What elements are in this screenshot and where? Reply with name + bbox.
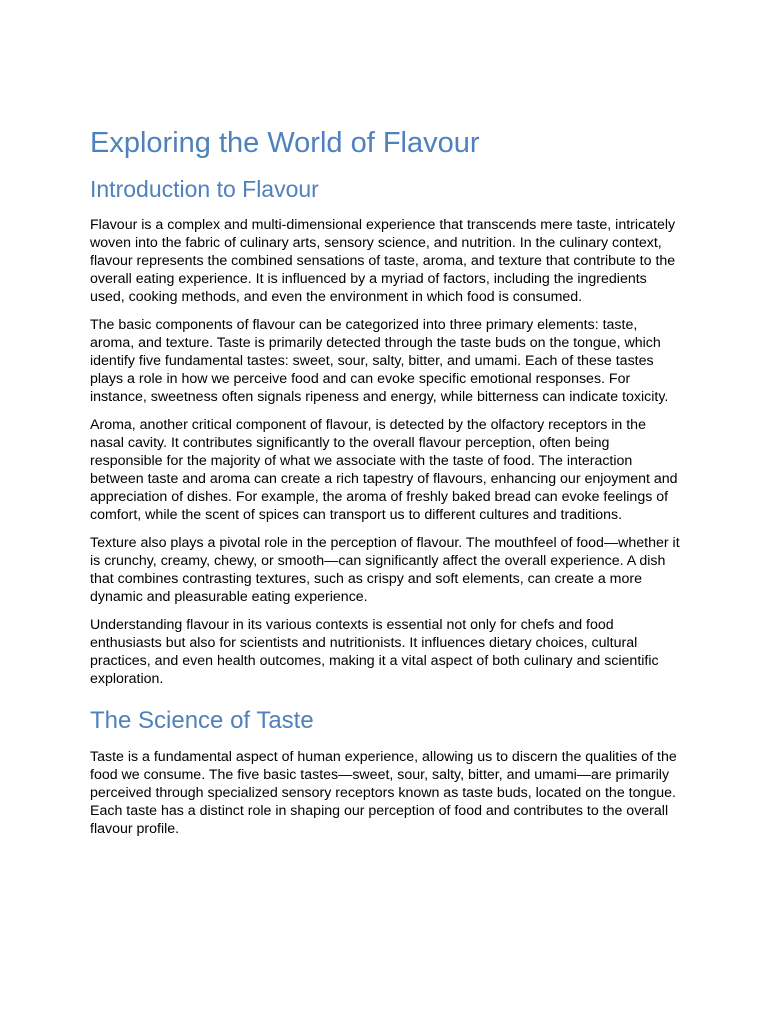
body-paragraph: Understanding flavour in its various contexts is essential not only for chefs and food enthusiasts but also for scientists and nutritionists. It influences dietary choices, cultural practices, and even health outcomes, making it a vital aspect of both culinary and scientific exploration. <box>90 617 659 687</box>
section-heading-introduction: Introduction to Flavour <box>90 176 319 202</box>
section-heading-science-of-taste: The Science of Taste <box>90 707 314 734</box>
body-paragraph: Flavour is a complex and multi-dimensional experience that transcends mere taste, intricately woven into the fabric of culinary arts, sensory science, and nutrition. In the culinary context, flavour represents the combined sensations of taste, aroma, and texture that contribute to the overall eating experience. It is influenced by a myriad of factors, including the ingredients used, cooking methods, and even the environment in which food is consumed. <box>90 217 676 305</box>
document-title: Exploring the World of Flavour <box>90 127 480 159</box>
body-paragraph: Texture also plays a pivotal role in the perception of flavour. The mouthfeel of food—whether it is crunchy, creamy, chewy, or smooth—can significantly affect the overall experience. A dish that combines contrasting textures, such as crispy and soft elements, can create a more dynamic and pleasurable eating experience. <box>90 535 680 605</box>
document-body <box>90 122 680 848</box>
body-paragraph: The basic components of flavour can be categorized into three primary elements: taste, aroma, and texture. Taste is primarily detected through the taste buds on the tongue, which identify five fundamental tastes: sweet, sour, salty, bitter, and umami. Each of these tastes plays a role in how we perceive food and can evoke specific emotional responses. For instance, sweetness often signals ripeness and energy, while bitterness can indicate toxicity. <box>90 317 669 405</box>
body-paragraph: Taste is a fundamental aspect of human experience, allowing us to discern the qualities of the food we consume. The five basic tastes—sweet, sour, salty, bitter, and umami—are primarily perceived through specialized sensory receptors known as taste buds, located on the tongue. Each taste has a distinct role in shaping our perception of food and contributes to the overall flavour profile. <box>90 749 677 837</box>
body-paragraph: Aroma, another critical component of flavour, is detected by the olfactory receptors in the nasal cavity. It contributes significantly to the overall flavour perception, often being responsible for the majority of what we associate with the taste of food. The interaction between taste and aroma can create a rich tapestry of flavours, enhancing our enjoyment and appreciation of dishes. For example, the aroma of freshly baked bread can evoke feelings of comfort, while the scent of spices can transport us to different cultures and traditions. <box>90 417 678 523</box>
